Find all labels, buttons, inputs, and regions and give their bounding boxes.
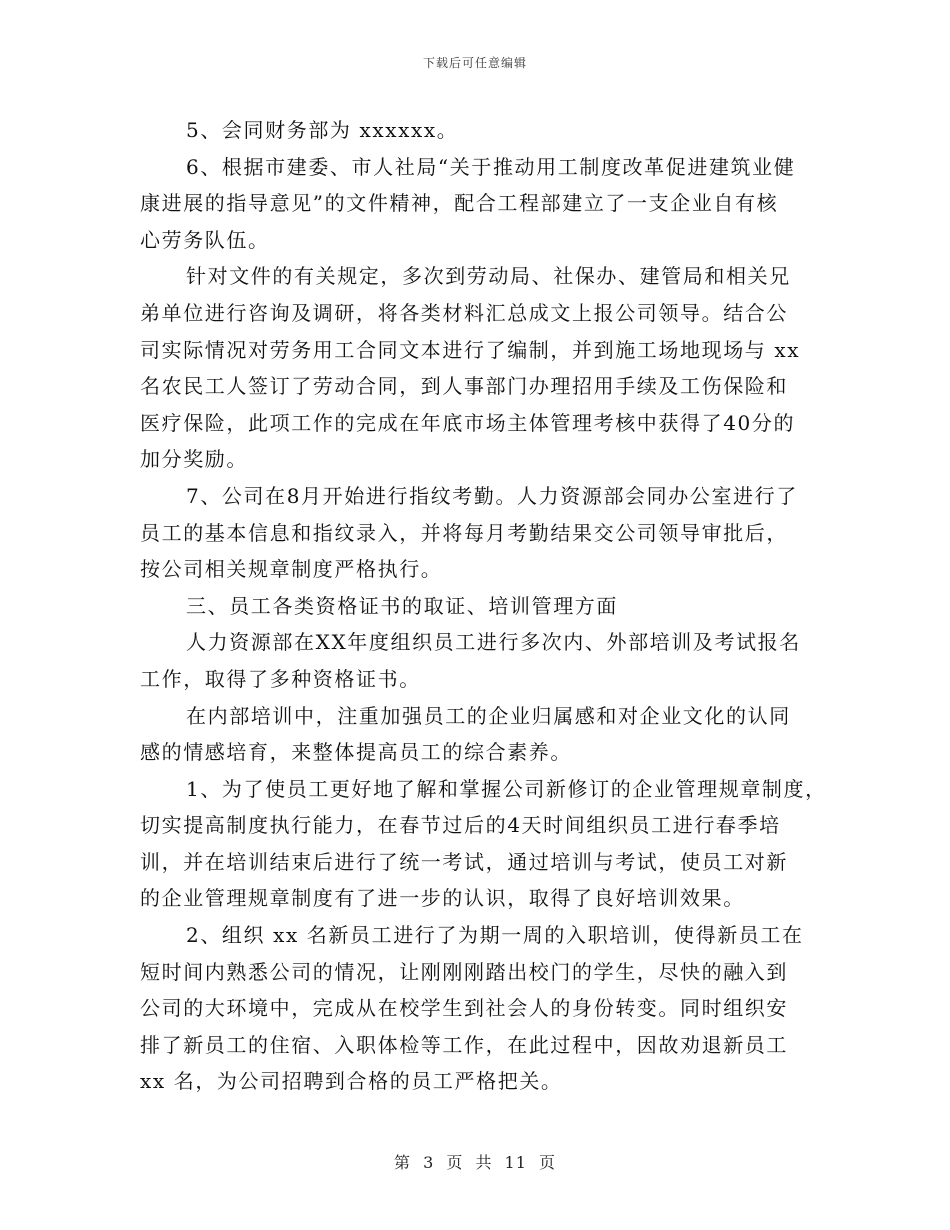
- text-line: 心劳务队伍。: [140, 227, 270, 252]
- text-line: 针对文件的有关规定，多次到劳动局、社保办、建管局和相关兄: [186, 264, 791, 289]
- text-line: 按公司相关规章制度严格执行。: [140, 557, 443, 582]
- text-line: 康进展的指导意见”的文件精神，配合工程部建立了一支企业自有核: [140, 191, 779, 216]
- text-line: 切实提高制度执行能力，在春节过后的4天时间组织员工进行春季培: [140, 813, 781, 838]
- text-line: 5、会同财务部为 xxxxxx。: [186, 118, 459, 142]
- text-line: 感的情感培育，来整体提高员工的综合素养。: [140, 740, 572, 765]
- text-line: 加分奖励。: [140, 447, 248, 472]
- text-line: 排了新员工的住宿、入职体检等工作，在此过程中，因故劝退新员工: [140, 1032, 788, 1057]
- text-line: 人力资源部在XX年度组织员工进行多次内、外部培训及考试报名: [186, 630, 801, 655]
- text-line: 短时间内熟悉公司的情况，让刚刚刚踏出校门的学生，尽快的融入到: [140, 959, 788, 984]
- page-number-footer: 第 3 页 共 11 页: [394, 1153, 556, 1172]
- text-line: 名农民工人签订了劳动合同，到人事部门办理招用手续及工伤保险和: [140, 374, 788, 399]
- text-line: 6、根据市建委、市人社局“关于推动用工制度改革促进建筑业健: [186, 154, 796, 179]
- text-line: 在内部培训中，注重加强员工的企业归属感和对企业文化的认同: [186, 703, 791, 728]
- text-line: 弟单位进行咨询及调研，将各类材料汇总成文上报公司领导。结合公: [140, 300, 788, 325]
- text-line: 的企业管理规章制度有了进一步的认识，取得了良好培训效果。: [140, 886, 745, 911]
- text-line: 司实际情况对劳务用工合同文本进行了编制，并到施工场地现场与 xx: [140, 337, 801, 362]
- text-line: 工作，取得了多种资格证书。: [140, 666, 421, 691]
- text-line: 员工的基本信息和指纹录入，并将每月考勤结果交公司领导审批后，: [140, 520, 788, 545]
- text-line: 训，并在培训结束后进行了统一考试，通过培训与考试，使员工对新: [140, 849, 788, 874]
- text-line: 7、公司在8月开始进行指纹考勤。人力资源部会同办公室进行了: [186, 483, 798, 508]
- document-body: [140, 112, 827, 1100]
- page-header: 下载后可任意编辑: [422, 56, 527, 70]
- text-line: 医疗保险，此项工作的完成在年底市场主体管理考核中获得了40分的: [140, 410, 796, 435]
- text-line: 2、组织 xx 名新员工进行了为期一周的入职培训，使得新员工在: [186, 923, 804, 948]
- text-line: 公司的大环境中，完成从在校学生到社会人的身份转变。同时组织安: [140, 996, 788, 1021]
- text-line: 1、为了使员工更好地了解和掌握公司新修订的企业管理规章制度，: [186, 776, 827, 801]
- text-line: 三、员工各类资格证书的取证、培训管理方面: [186, 593, 618, 618]
- text-line: xx 名，为公司招聘到合格的员工严格把关。: [140, 1069, 563, 1094]
